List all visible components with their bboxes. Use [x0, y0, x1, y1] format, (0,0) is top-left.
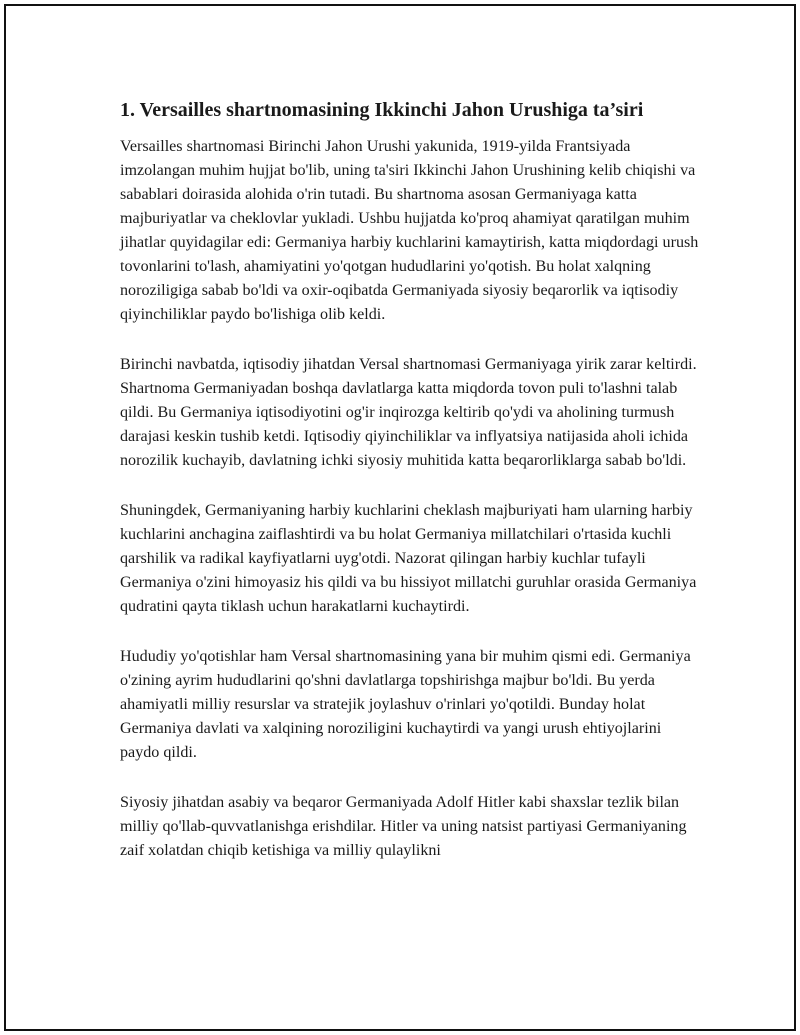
paragraph-2: Birinchi navbatda, iqtisodiy jihatdan Versal shartnomasi Germaniyaga yirik zarar keltirdi. Shartnoma Germaniyadan boshqa davlatlarga katta miqdorda tovon puli to'lashni talab qildi. Bu Germaniya iqtisodiyotini og'ir inqirozga keltirib qo'ydi va aholining turmush darajasi keskin tushib ketdi. Iqtisodiy qiyinchiliklar va inflyatsiya natijasida aholi ichida norozilik kuchayib, davlatning ichki siyosiy muhitida katta beqarorliklarga sabab bo'ldi.	[120, 356, 697, 469]
paragraph-3: Shuningdek, Germaniyaning harbiy kuchlarini cheklash majburiyati ham ularning harbiy kuchlarini anchagina zaiflashtirdi va bu holat Germaniya millatchilari o'rtasida kuchli qarshilik va radikal kayfiyatlarni uyg'otdi. Nazorat qilingan harbiy kuchlar tufayli Germaniya o'zini himoyasiz his qildi va bu hissiyot millatchi guruhlar orasida Germaniya qudratini qayta tiklash uchun harakatlarni kuchaytirdi.	[120, 502, 697, 615]
section-heading: 1. Versailles shartnomasining Ikkinchi Jahon Urushiga ta’siri	[120, 99, 644, 121]
paragraph-1: Versailles shartnomasi Birinchi Jahon Urushi yakunida, 1919-yilda Frantsiyada imzolangan muhim hujjat bo'lib, uning ta'siri Ikkinchi Jahon Urushining kelib chiqishi va sabablari doirasida alohida o'rin tutadi. Bu shartnoma asosan Germaniyaga katta majburiyatlar va cheklovlar yukladi. Ushbu hujjatda ko'proq ahamiyat qaratilgan muhim jihatlar quyidagilar edi: Germaniya harbiy kuchlarini kamaytirish, katta miqdordagi urush tovonlarini to'lash, ahamiyatini yo'qotgan hududlarini yo'qotish. Bu holat xalqning noroziligiga sabab bo'ldi va oxir-oqibatda Germaniyada siyosiy beqarorlik va iqtisodiy qiyinchiliklar paydo bo'lishiga olib keldi.	[120, 138, 699, 323]
paragraph-5: Siyosiy jihatdan asabiy va beqaror Germaniyada Adolf Hitler kabi shaxslar tezlik bilan milliy qo'llab-quvvatlanishga erishdilar. Hitler va uning natsist partiyasi Germaniyaning zaif xolatdan chiqib ketishiga va milliy qulaylikni	[120, 794, 687, 859]
paragraph-4: Hududiy yo'qotishlar ham Versal shartnomasining yana bir muhim qismi edi. Germaniya o'zining ayrim hududlarini qo'shni davlatlarga topshirishga majbur bo'ldi. Bu yerda ahamiyatli milliy resurslar va stratejik joylashuv o'rinlari yo'qotildi. Bunday holat Germaniya davlati va xalqining noroziligini kuchaytirdi va yangi urush ehtiyojlarini paydo qildi.	[120, 648, 691, 761]
document-body	[120, 96, 700, 889]
page-frame	[4, 4, 796, 1031]
